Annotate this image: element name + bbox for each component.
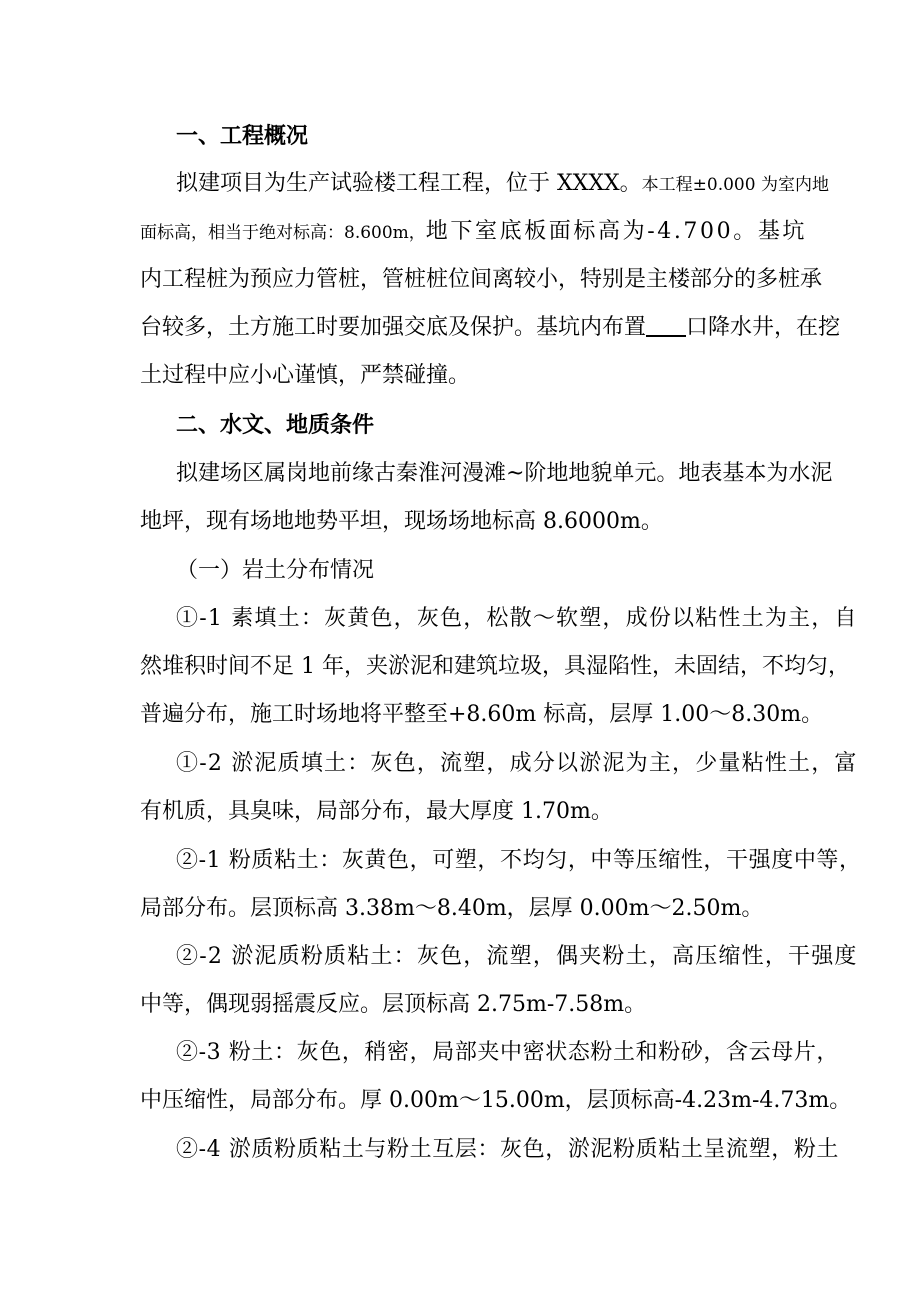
text-span: 台较多，土方施工时要加强交底及保护。基坑内布置 — [140, 315, 647, 340]
paragraph-line: 拟建场区属岗地前缘古秦淮河漫滩~阶地地貌单元。地表基本为水泥 — [176, 461, 833, 486]
paragraph-line: 普遍分布，施工时场地将平整至+8.60m 标高，层厚 1.00～8.30m。 — [140, 702, 824, 727]
text-span: 面标高，相当于绝对标高：8.600m， — [140, 223, 426, 243]
paragraph-line: 土过程中应小心谨慎，严禁碰撞。 — [140, 363, 471, 388]
paragraph-line: ①-1 素填土：灰黄色，灰色，松散～软塑，成份以粘性土为主，自 — [176, 606, 858, 631]
text-span: 拟建项目为生产试验楼工程工程，位于 XXXX。 — [176, 171, 642, 196]
paragraph-line: ①-2 淤泥质填土：灰色，流塑，成分以淤泥为主，少量粘性土，富 — [176, 751, 858, 776]
text-span: 本工程±0.000 为室内地 — [641, 175, 829, 195]
paragraph-line: 内工程桩为预应力管桩，管桩桩位间离较小，特别是主楼部分的多桩承 — [140, 267, 823, 292]
text-span: 地下室底板面标高为-4.700。基坑 — [425, 219, 808, 244]
paragraph-line — [140, 214, 812, 250]
paragraph-line: ②-3 粉土：灰色，稍密，局部夹中密状态粉土和粉砂，含云母片， — [176, 1040, 840, 1065]
paragraph-line: 地坪，现有场地地势平坦，现场场地标高 8.6000m。 — [140, 509, 663, 534]
paragraph-line: 局部分布。层顶标高 3.38m～8.40m，层厚 0.00m～2.50m。 — [140, 896, 764, 921]
paragraph-line — [140, 310, 841, 346]
paragraph-line: 有机质，具臭味，局部分布，最大厚度 1.70m。 — [140, 799, 613, 824]
paragraph-line: 中等，偶现弱摇震反应。层顶标高 2.75m-7.58m。 — [140, 992, 647, 1017]
paragraph-line: ②-4 淤质粉质粘土与粉土互层：灰色，淤泥粉质粘土呈流塑，粉土 — [176, 1137, 840, 1162]
section-heading-hydrogeology: 二、水文、地质条件 — [176, 412, 375, 438]
text-span: 口降水井，在挖 — [686, 315, 841, 340]
paragraph-line: ②-1 粉质粘土：灰黄色，可塑，不均匀，中等压缩性，干强度中等， — [176, 848, 862, 873]
paragraph-line: 然堆积时间不足 1 年，夹淤泥和建筑垃圾，具湿陷性，未固结，不均匀， — [140, 654, 850, 679]
subheading-soil-distribution: （一）岩土分布情况 — [176, 558, 375, 583]
paragraph-line: 中压缩性，局部分布。厚 0.00m～15.00m，层顶标高-4.23m-4.73m。 — [140, 1088, 852, 1113]
fill-in-blank — [646, 313, 686, 337]
section-heading-overview: 一、工程概况 — [176, 123, 309, 149]
paragraph-line: ②-2 淤泥质粉质粘土：灰色，流塑，偶夹粉土，高压缩性，干强度 — [176, 944, 858, 969]
paragraph-line — [176, 166, 829, 202]
